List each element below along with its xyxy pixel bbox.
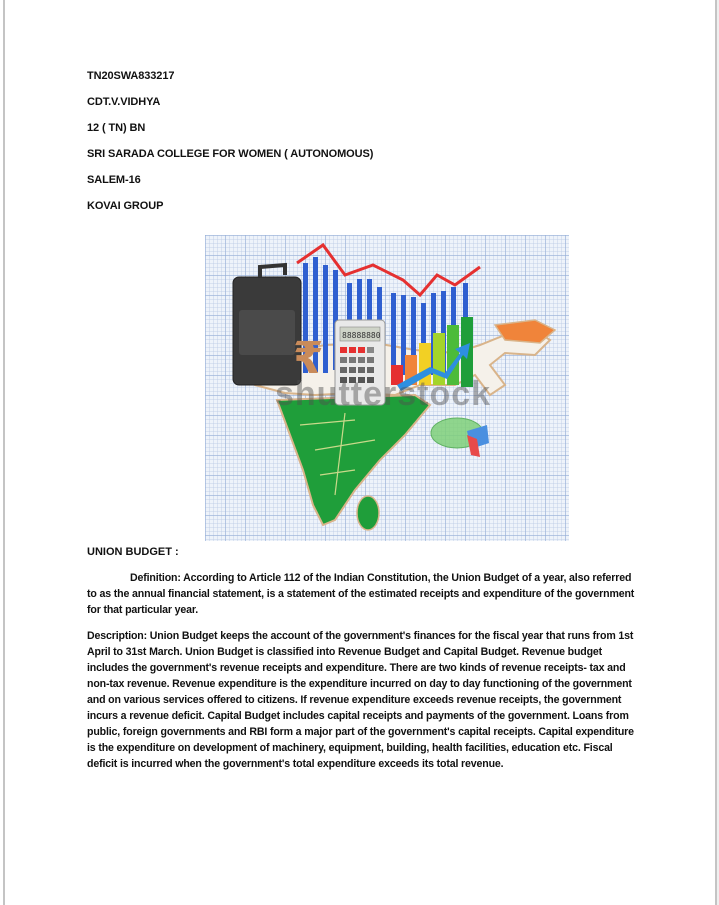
- college-name: SRI SARADA COLLEGE FOR WOMEN ( AUTONOMOUS): [87, 148, 374, 160]
- rupee-icon: ₹: [293, 333, 324, 384]
- definition-paragraph: Definition: According to Article 112 of the Indian Constitution, the Union Budget of a year, also referred to as the annual financial statement, is a statement of the estimated receipts and expenditure of the government for that particular year.: [87, 572, 635, 616]
- cadet-name: CDT.V.VIDHYA: [87, 96, 161, 108]
- cadet-id: TN20SWA833217: [87, 70, 175, 82]
- page-edge-left: [3, 0, 5, 905]
- description-paragraph: Description: Union Budget keeps the account of the government's finances for the fiscal year that runs from 1st April to 31st March. Union Budget is classified into Revenue Budget and Capital Budget. Revenue budget includes the government's revenue receipts and expenditure. There are two kinds of revenue receipts- tax and non-tax revenue. Revenue expenditure is the expenditure incurred on day to day functioning of the government and on various services offered to citizens. If revenue expenditure exceeds revenue receipts, the government incurs a revenue deficit. Capital Budget includes capital receipts and payments of the government. Loans from public, foreign governments and RBI form a major part of the government's capital receipts. Capital expenditure is the expenditure on development of machinery, equipment, building, health facilities, education etc. Fiscal deficit is incurred when the government's total expenditure exceeds its total revenue.: [87, 630, 634, 770]
- section-title: UNION BUDGET :: [87, 546, 179, 558]
- battalion: 12 ( TN) BN: [87, 122, 146, 134]
- group-name: KOVAI GROUP: [87, 200, 164, 212]
- map-sri-lanka: [357, 496, 379, 530]
- city: SALEM-16: [87, 174, 141, 186]
- map-south-green: [277, 395, 430, 525]
- watermark: shutterstock: [275, 375, 492, 413]
- briefcase-handle: [260, 265, 285, 277]
- calculator-display-text: 88888880: [342, 331, 381, 340]
- union-budget-illustration: [205, 235, 569, 541]
- briefcase-pocket: [239, 310, 295, 355]
